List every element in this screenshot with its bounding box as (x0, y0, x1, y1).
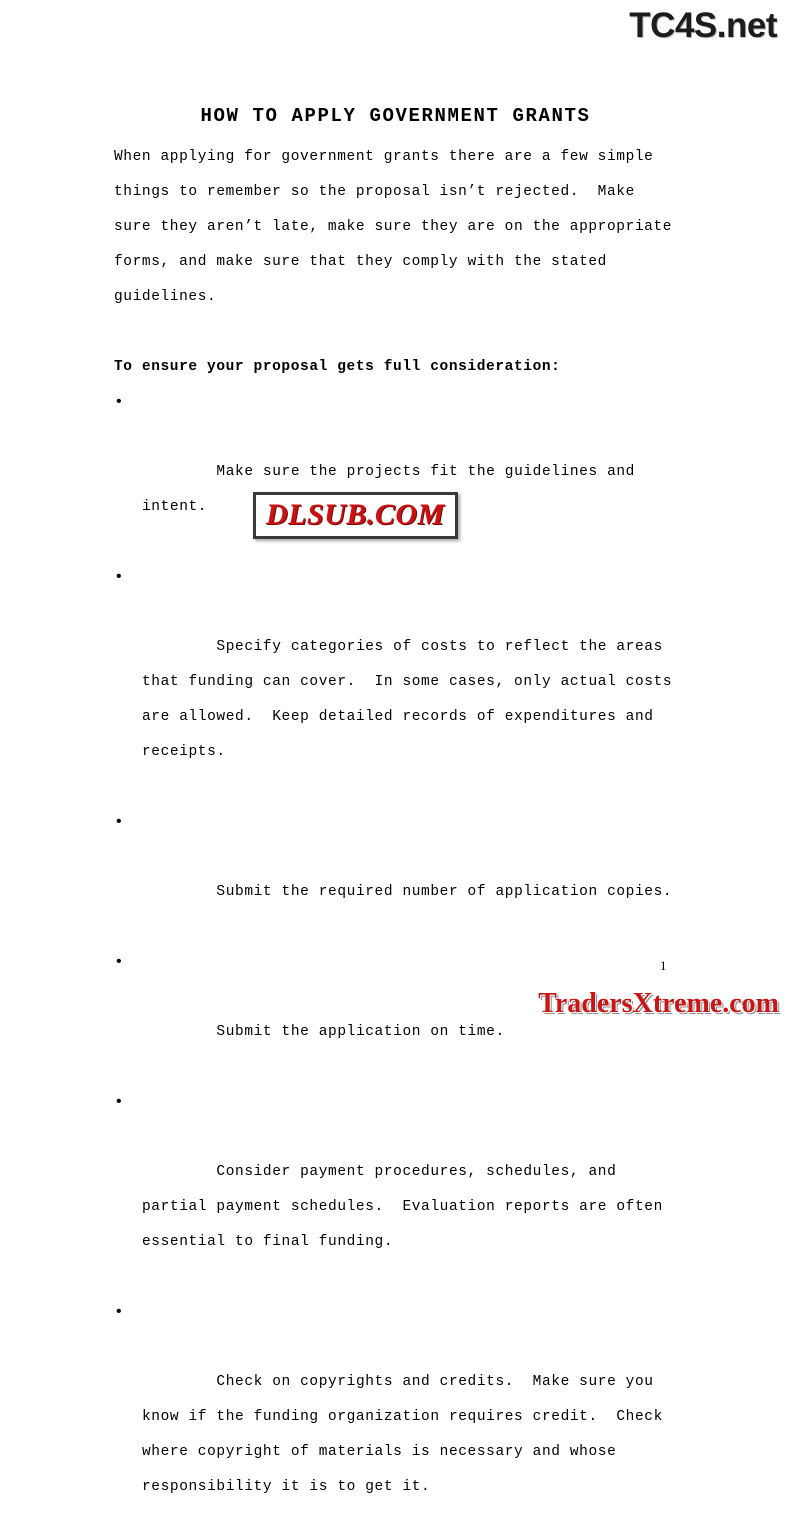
page-number: 1 (660, 958, 667, 973)
paragraph-spacer (114, 315, 674, 350)
list-item (114, 1085, 674, 1295)
document-body (114, 140, 682, 1540)
list-item (114, 560, 682, 805)
watermark-top-right: TC4S.net (629, 6, 777, 45)
bullet-icon: • (114, 568, 125, 586)
list-item-text: Submit the required number of application copies. (216, 884, 673, 900)
bullet-icon: • (114, 1303, 125, 1321)
bullet-icon: • (114, 393, 125, 411)
bullet-icon: • (114, 953, 125, 971)
list-item (114, 1295, 674, 1540)
list-item-text: Check on copyrights and credits. Make sure you know if the funding organization requires credit. Check where copyright of materials is necessary and whose responsibility it is to get it. (142, 1374, 673, 1495)
list-item-text: Specify categories of costs to reflect the areas that funding can cover. In some cases, only actual costs are allowed. Keep detailed records of expenditures and receipts. (142, 639, 682, 760)
list-item-text: Consider payment procedures, schedules, and partial payment schedules. Evaluation reports are often essential to final funding. (142, 1164, 673, 1250)
lead-in-heading: To ensure your proposal gets full consideration: (114, 359, 561, 375)
watermark-bottom-right: TradersXtreme.com (538, 988, 779, 1019)
bullet-icon: • (114, 1093, 125, 1111)
bullet-list (114, 385, 682, 1540)
bullet-icon: • (114, 813, 125, 831)
page-title: HOW TO APPLY GOVERNMENT GRANTS (200, 104, 591, 127)
list-item-text: Submit the application on time. (216, 1024, 505, 1040)
list-item-text: Make sure the projects fit the guidelines and intent. (142, 464, 645, 515)
watermark-center: DLSUB.COM (253, 492, 458, 539)
list-item (114, 805, 674, 945)
intro-paragraph: When applying for government grants there are a few simple things to remember so the proposal isn’t rejected. Make sure they aren’t late, make sure they are on the appropriate forms, and make sure that they comply with the stated guidelines. (114, 149, 682, 305)
